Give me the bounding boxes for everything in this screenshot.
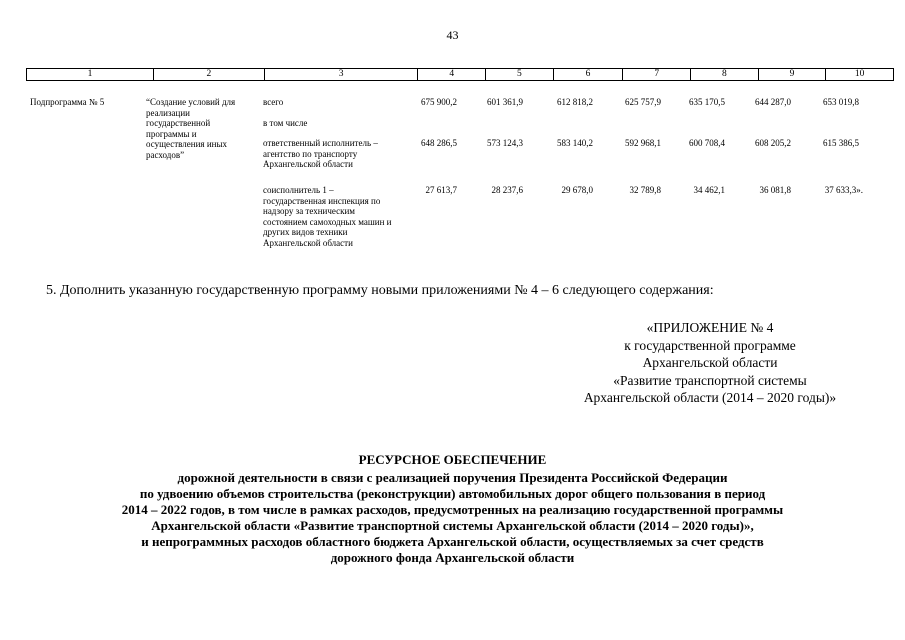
- amendment-paragraph: 5. Дополнить указанную государственную программу новыми приложениями № 4 – 6 следующего содержания:: [46, 283, 714, 298]
- heading-title: РЕСУРСНОЕ ОБЕСПЕЧЕНИЕ: [358, 452, 547, 467]
- subprogram-number: Подпрограмма № 5: [30, 97, 105, 107]
- column-header: 6: [553, 69, 623, 81]
- column-header: 9: [758, 69, 826, 81]
- heading-line: дорожного фонда Архангельской области: [330, 550, 575, 565]
- column-header: 1: [27, 69, 154, 81]
- heading-line: 2014 – 2022 годов, в том числе в рамках расходов, предусмотренных на реализацию государственной программы: [121, 502, 784, 517]
- column-header: 7: [623, 69, 691, 81]
- cell-value: 625 757,9: [625, 97, 661, 107]
- section-heading: [0, 452, 905, 566]
- cell-value: 653 019,8: [823, 97, 859, 107]
- row-label-total: всего: [263, 97, 284, 107]
- cell-value: 648 286,5: [421, 138, 457, 148]
- cell-value: 615 386,5: [823, 138, 859, 148]
- page-number: 43: [446, 28, 459, 42]
- appendix-line: Архангельской области (2014 – 2020 годы)»: [583, 390, 837, 405]
- cell-value: 27 613,7: [425, 185, 457, 195]
- row-label-responsible: ответственный исполнитель – агентство по транспорту Архангельской области: [263, 138, 378, 170]
- cell-value: 601 361,9: [487, 97, 523, 107]
- cell-value: 32 789,8: [629, 185, 661, 195]
- cell-value: 34 462,1: [693, 185, 725, 195]
- cell-value: 37 633,3».: [824, 185, 863, 195]
- column-header: 5: [486, 69, 554, 81]
- column-header: 4: [418, 69, 486, 81]
- appendix-line: Архангельской области: [642, 355, 778, 370]
- cell-value: 573 124,3: [487, 138, 523, 148]
- appendix-block: [560, 319, 860, 407]
- cell-value: 36 081,8: [759, 185, 791, 195]
- column-header: 8: [691, 69, 759, 81]
- appendix-line: «ПРИЛОЖЕНИЕ № 4: [646, 320, 774, 335]
- cell-value: 612 818,2: [557, 97, 593, 107]
- cell-value: 675 900,2: [421, 97, 457, 107]
- heading-line: по удвоению объемов строительства (реконструкции) автомобильных дорог общего пользования в период: [139, 486, 766, 501]
- row-label-coexecutor: соисполнитель 1 – государственная инспекция по надзору за техническим состоянием самоходных машин и других видов техники Архангельской области: [263, 185, 392, 248]
- column-header: 3: [264, 69, 418, 81]
- cell-value: 635 170,5: [689, 97, 725, 107]
- cell-value: 28 237,6: [491, 185, 523, 195]
- heading-line: дорожной деятельности в связи с реализацией поручения Президента Российской Федерации: [177, 470, 728, 485]
- cell-value: 592 968,1: [625, 138, 661, 148]
- column-header: 2: [154, 69, 265, 81]
- cell-value: 608 205,2: [755, 138, 791, 148]
- heading-line: Архангельской области «Развитие транспортной системы Архангельской области (2014 – 2020 годы)»,: [151, 518, 754, 533]
- table-header-row: [26, 68, 894, 81]
- cell-value: 644 287,0: [755, 97, 791, 107]
- cell-value: 600 708,4: [689, 138, 725, 148]
- column-header: 10: [826, 69, 894, 81]
- appendix-line: «Развитие транспортной системы: [613, 372, 807, 388]
- heading-line: и непрограммных расходов областного бюджета Архангельской области, осуществляемых за счет средств: [141, 534, 764, 549]
- row-label-including: в том числе: [263, 118, 308, 128]
- appendix-line: к государственной программе: [624, 337, 796, 353]
- subprogram-name: “Создание условий для реализации государственной программы и осуществления иных расходов”: [146, 97, 236, 160]
- cell-value: 583 140,2: [557, 138, 593, 148]
- cell-value: 29 678,0: [561, 185, 593, 195]
